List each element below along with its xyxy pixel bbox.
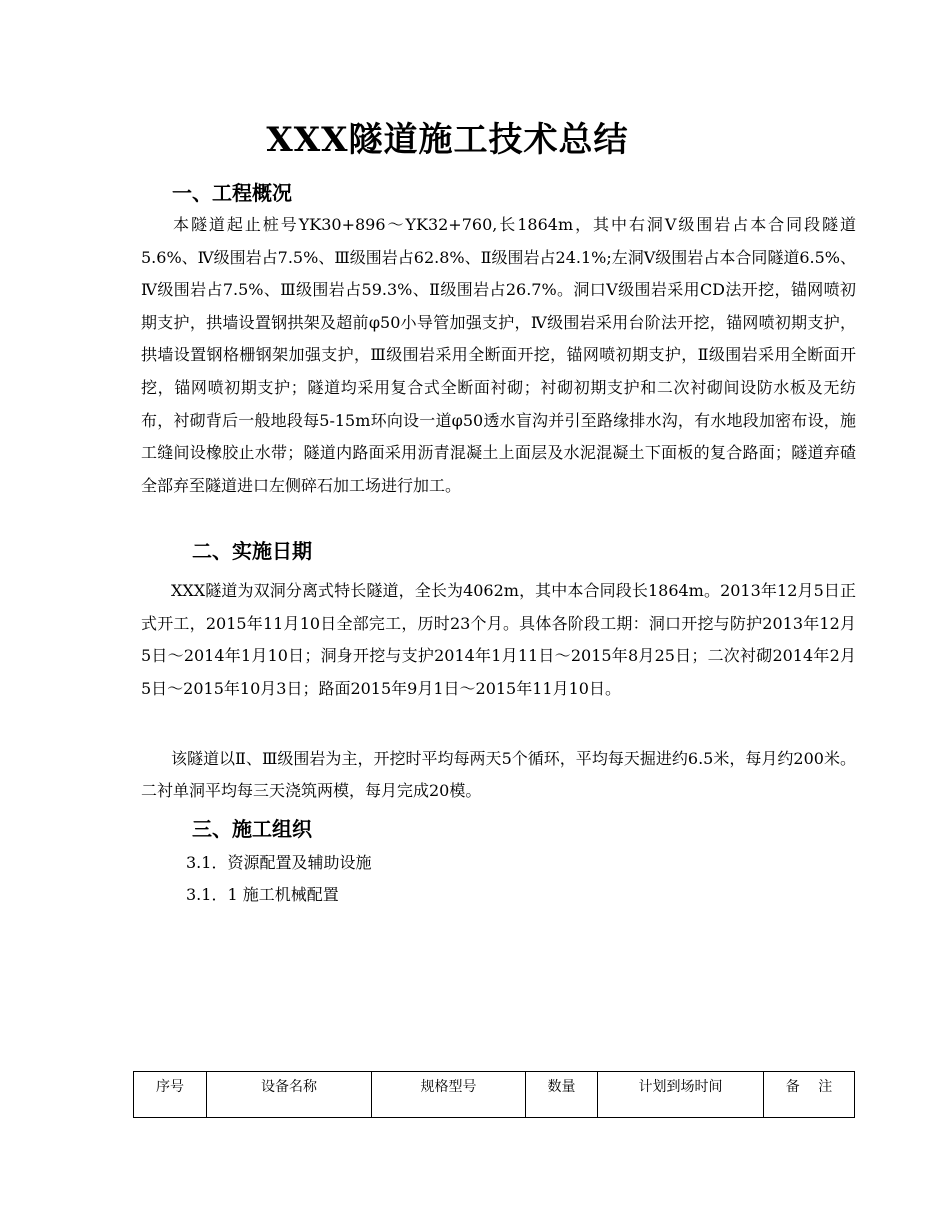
- col-header-quantity: 数量: [526, 1072, 598, 1118]
- section-heading-overview: 一、工程概况: [172, 181, 292, 205]
- table-header-row: [134, 1072, 855, 1118]
- col-header-equipment-name: 设备名称: [207, 1072, 372, 1118]
- subsection-resources: 3.1．资源配置及辅助设施: [186, 853, 372, 872]
- overview-paragraph: 本隧道起止桩号YK30+896～YK32+760,长1864m，其中右洞Ⅴ级围岩占本合同段隧道5.6%、Ⅳ级围岩占7.5%、Ⅲ级围岩占62.8%、Ⅱ级围岩占24.1%;左洞Ⅴ级围岩占本合同隧道6.5%、Ⅳ级围岩占7.5%、Ⅲ级围岩占59.3%、Ⅱ级围岩占26.7%。洞口Ⅴ级围岩采用CD法开挖，锚网喷初期支护，拱墙设置钢拱架及超前φ50小导管加强支护，Ⅳ级围岩采用台阶法开挖，锚网喷初期支护，拱墙设置钢格栅钢架加强支护，Ⅲ级围岩采用全断面开挖，锚网喷初期支护，Ⅱ级围岩采用全断面开挖，锚网喷初期支护；隧道均采用复合式全断面衬砌；衬砌初期支护和二次衬砌间设防水板及无纺布，衬砌背后一般地段每5-15m环向设一道φ50透水盲沟并引至路缘排水沟，有水地段加密布设，施工缝间设橡胶止水带；隧道内路面采用沥青混凝土上面层及水泥混凝土下面板的复合路面；隧道弃碴全部弃至隧道进口左侧碎石加工场进行加工。: [141, 215, 856, 495]
- progress-paragraph: 该隧道以Ⅱ、Ⅲ级围岩为主，开挖时平均每两天5个循环，平均每天掘进约6.5米，每月约200米。二衬单洞平均每三天浇筑两模，每月完成20模。: [141, 749, 856, 800]
- col-header-remarks: 备 注: [764, 1072, 855, 1118]
- section-heading-schedule: 二、实施日期: [192, 539, 312, 563]
- col-header-arrival-time: 计划到场时间: [598, 1072, 764, 1118]
- col-header-model: 规格型号: [372, 1072, 526, 1118]
- document-title: XXX隧道施工技术总结: [266, 120, 629, 160]
- col-header-seq: 序号: [134, 1072, 207, 1118]
- schedule-paragraph: XXX隧道为双洞分离式特长隧道，全长为4062m，其中本合同段长1864m。2013年12月5日正式开工，2015年11月10日全部完工，历时23个月。具体各阶段工期：洞口开挖与防护2013年12月5日～2014年1月10日；洞身开挖与支护2014年1月11日～2015年8月25日；二次衬砌2014年2月5日～2015年10月3日；路面2015年9月1日～2015年11月10日。: [141, 581, 856, 698]
- equipment-table: [133, 1071, 855, 1118]
- section-heading-organization: 三、施工组织: [192, 817, 312, 841]
- subsection-machinery: 3.1．1 施工机械配置: [186, 885, 339, 904]
